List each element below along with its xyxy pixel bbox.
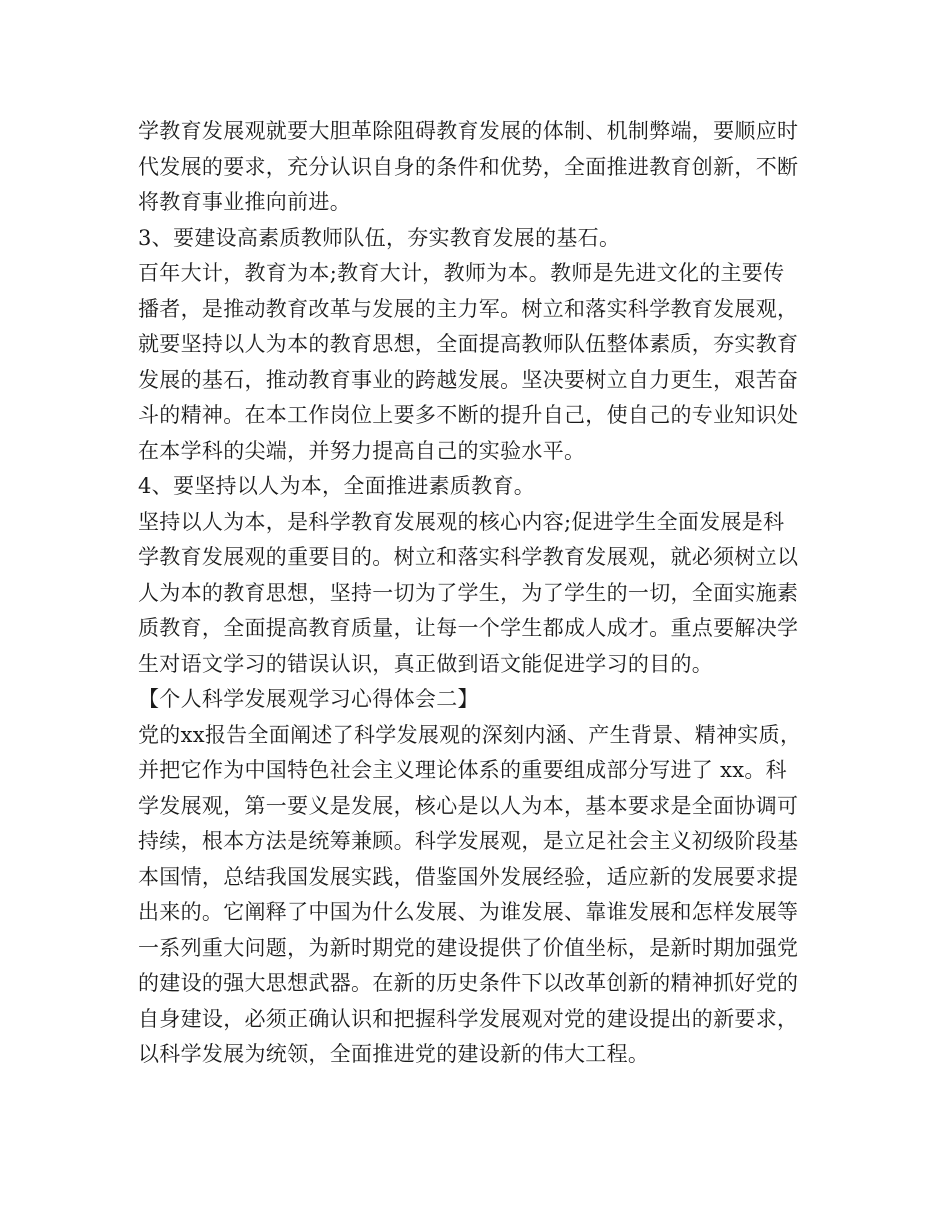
text-line-16: 生对语文学习的错误认识，真正做到语文能促进学习的目的。 — [138, 652, 714, 676]
text-line-1: 学教育发展观就要大胆革除阻碍教育发展的体制、机制弊端，要顺应时 — [138, 119, 799, 143]
text-line-10: 在本学科的尖端，并努力提高自己的实验水平。 — [138, 439, 586, 463]
text-line-14: 人为本的教育思想，坚持一切为了学生，为了学生的一切，全面实施素 — [138, 581, 799, 605]
text-line-6: 播者，是推动教育改革与发展的主力军。树立和落实科学教育发展观， — [138, 297, 799, 321]
text-line-12: 坚持以人为本，是科学教育发展观的核心内容;促进学生全面发展是科 — [138, 510, 785, 534]
text-line-13: 学教育发展观的重要目的。树立和落实科学教育发展观，就必须树立以 — [138, 545, 799, 569]
text-line-21: 持续，根本方法是统筹兼顾。科学发展观，是立足社会主义初级阶段基 — [138, 829, 799, 853]
text-line-18: 党的xx报告全面阐述了科学发展观的深刻内涵、产生背景、精神实质， — [138, 723, 802, 747]
text-line-8: 发展的基石，推动教育事业的跨越发展。坚决要树立自力更生，艰苦奋 — [138, 368, 799, 392]
text-line-22: 本国情，总结我国发展实践，借鉴国外发展经验，适应新的发展要求提 — [138, 865, 799, 889]
section-heading-4: 4、要坚持以人为本，全面推进素质教育。 — [138, 474, 536, 498]
text-line-24: 一系列重大问题，为新时期党的建设提供了价值坐标，是新时期加强党 — [138, 936, 799, 960]
text-line-15: 质教育，全面提高教育质量，让每一个学生都成人成才。重点要解决学 — [138, 616, 799, 640]
text-line-2: 代发展的要求，充分认识自身的条件和优势，全面推进教育创新，不断 — [138, 155, 799, 179]
text-line-7: 就要坚持以人为本的教育思想，全面提高教师队伍整体素质，夯实教育 — [138, 332, 799, 356]
text-line-26: 自身建设，必须正确认识和把握科学发展观对党的建设提出的新要求， — [138, 1007, 799, 1031]
text-line-5: 百年大计，教育为本;教育大计，教师为本。教师是先进文化的主要传 — [138, 261, 785, 285]
text-line-23: 出来的。它阐释了中国为什么发展、为谁发展、靠谁发展和怎样发展等 — [138, 900, 799, 924]
text-line-9: 斗的精神。在本工作岗位上要多不断的提升自己，使自己的专业知识处 — [138, 403, 799, 427]
text-line-20: 学发展观，第一要义是发展，核心是以人为本，基本要求是全面协调可 — [138, 794, 799, 818]
article-title: 【个人科学发展观学习心得体会二】 — [138, 687, 479, 711]
text-line-19: 并把它作为中国特色社会主义理论体系的重要组成部分写进了 xx。科 — [138, 758, 787, 782]
text-line-27: 以科学发展为统领，全面推进党的建设新的伟大工程。 — [138, 1042, 650, 1066]
text-line-25: 的建设的强大思想武器。在新的历史条件下以改革创新的精神抓好党的 — [138, 971, 799, 995]
text-line-3: 将教育事业推向前进。 — [138, 190, 351, 214]
section-heading-3: 3、要建设高素质教师队伍，夯实教育发展的基石。 — [138, 226, 621, 250]
